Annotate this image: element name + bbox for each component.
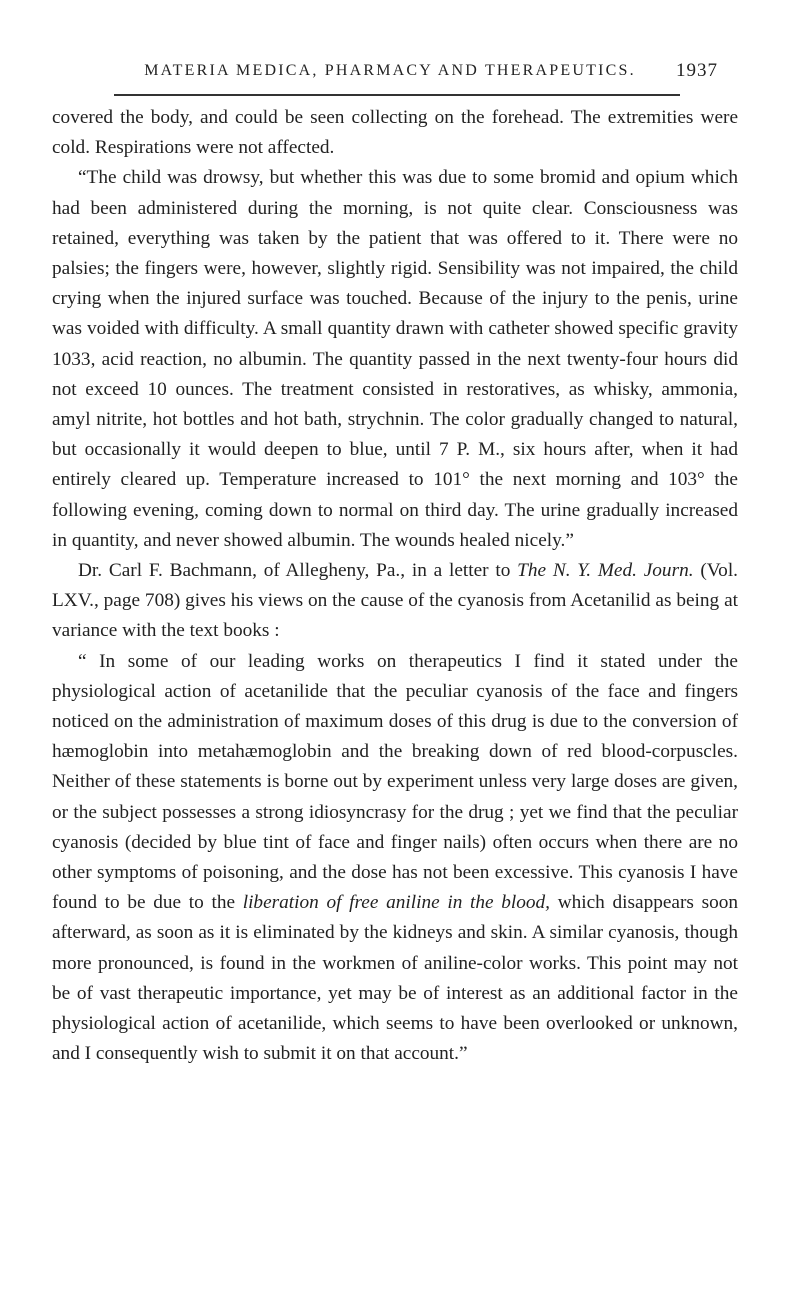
emphasized-phrase: liberation of free aniline in the blood, — [242, 892, 551, 914]
body-text — [52, 103, 738, 1070]
page-number: 1937 — [676, 60, 718, 81]
header-rule — [114, 94, 680, 96]
running-head — [100, 62, 718, 86]
paragraph-bachmann-quote — [52, 647, 738, 1070]
bachmann-quote-rest: which disappears soon afterward, as soon as it is eliminated by the kidneys and skin. A similar cyanosis, though more pronounced, is found in the workmen of aniline-color works. This point may not be of vast therapeutic importance, yet may be of interest as an additional factor in the physiological action of acetanilide, which seems to have been overlooked or unknown, and I consequently wish to submit it on that account.” — [52, 892, 739, 1065]
journal-title: The N. Y. Med. Journ. — [517, 560, 694, 582]
bachmann-intro-text: Dr. Carl F. Bachmann, of Allegheny, Pa., in a letter to — [78, 560, 518, 582]
running-title: MATERIA MEDICA, PHARMACY AND THERAPEUTICS. — [144, 62, 636, 79]
paragraph-bachmann-intro — [52, 556, 738, 647]
bachmann-quote-text: “ In some of our leading works on therapeutics I find it stated under the physiological action of acetanilide that the peculiar cyanosis of the face and fingers noticed on the administration of maximum doses of this drug is due to the conversion of hæmoglobin into metahæmoglobin and the breaking down of red blood-corpuscles. Neither of these statements is borne out by experiment unless very large doses are given, or the subject possesses a strong idiosyncrasy for the drug ; yet we find that the peculiar cyanosis (decided by blue tint of face and finger nails) often occurs when there are no other symptoms of poisoning, and the dose has not been excessive. This cyanosis I have found to be due to the — [52, 650, 738, 914]
bachmann-intro-rest: (Vol. LXV., page 708) gives his views on the cause of the cyanosis from Acetanilid as being at variance with the text books : — [52, 560, 738, 642]
paragraph-case-quote: “The child was drowsy, but whether this was due to some bromid and opium which had been administered during the morning, is not quite clear. Consciousness was retained, everything was taken by the patient that was offered to it. There were no palsies; the fingers were, however, slightly rigid. Sensibility was not impaired, the child crying when the injured surface was touched. Because of the injury to the penis, urine was voided with difficulty. A small quantity drawn with catheter showed specific gravity 1033, acid reaction, no albumin. The quantity passed in the next twenty-four hours did not exceed 10 ounces. The treatment consisted in restoratives, as whisky, ammonia, amyl nitrite, hot bottles and hot bath, strychnin. The color gradually changed to natural, but occasionally it would deepen to blue, until 7 P. M., six hours after, when it had entirely cleared up. Temperature increased to 101° the next morning and 103° the following evening, coming down to normal on third day. The urine gradually increased in quantity, and never showed albumin. The wounds healed nicely.” — [52, 167, 738, 551]
paragraph-continued: covered the body, and could be seen collecting on the forehead. The extremities were cold. Respirations were not affected. — [52, 107, 738, 159]
